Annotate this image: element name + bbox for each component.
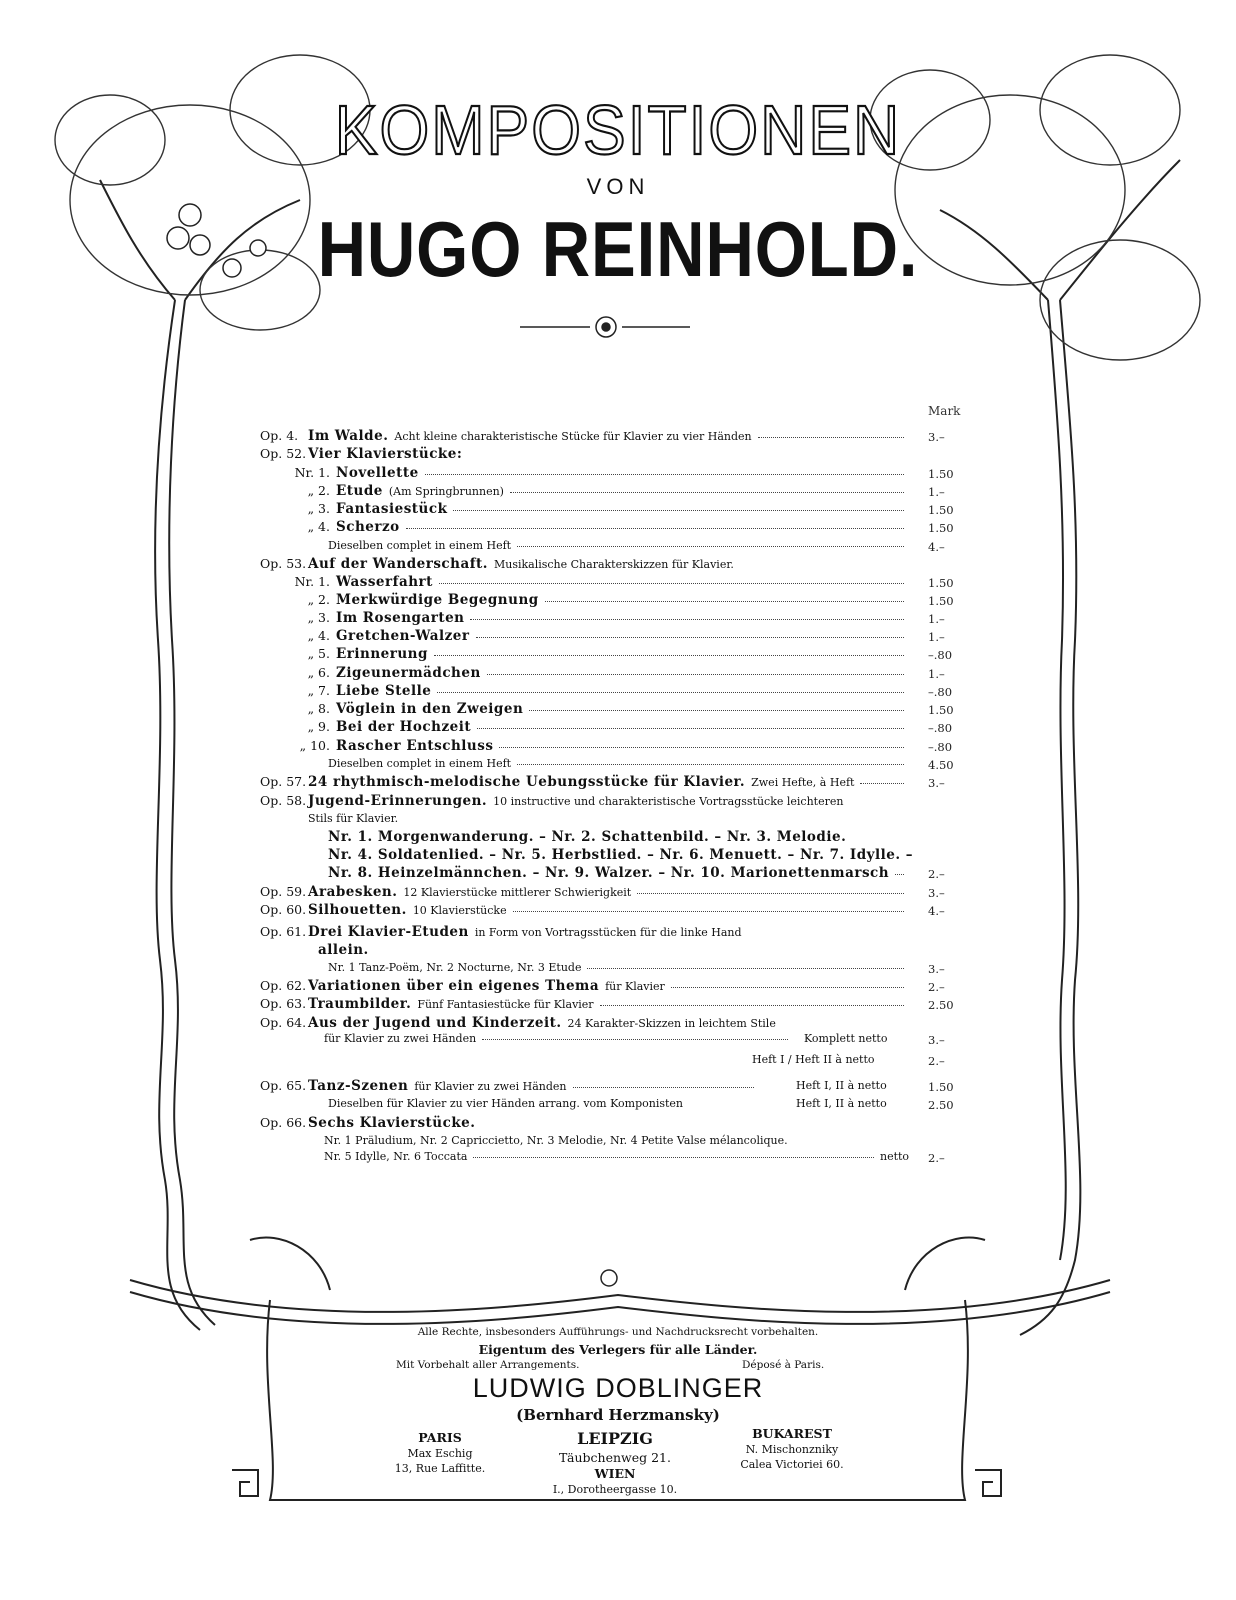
catalog-entry: Op. 66. Sechs Klavierstücke. bbox=[260, 1115, 476, 1131]
catalog-entry: Op. 59. Arabesken. 12 Klavierstücke mittlerer Schwierigkeit bbox=[260, 886, 910, 900]
property-notice: Eigentum des Verlegers für alle Länder. bbox=[478, 1342, 758, 1357]
price: 1.– bbox=[928, 485, 945, 499]
price: 1.50 bbox=[928, 703, 954, 717]
catalog-line: Nr. 1 Tanz-Poëm, Nr. 2 Nocturne, Nr. 3 Etude bbox=[328, 962, 910, 973]
page-title: KOMPOSITIONEN bbox=[334, 91, 902, 169]
price-qualifier: Heft I / Heft II à netto bbox=[752, 1053, 875, 1066]
price: 2.50 bbox=[928, 998, 954, 1012]
catalog-entry: Op. 63. Traumbilder. Fünf Fantasiestücke für Klavier bbox=[260, 998, 910, 1012]
price: –.80 bbox=[928, 648, 953, 662]
price-qualifier: netto bbox=[880, 1150, 910, 1163]
price: 1.– bbox=[928, 667, 945, 681]
price: 3.– bbox=[928, 1033, 945, 1047]
price: 3.– bbox=[928, 776, 945, 790]
catalog-subentry: „ 9. Bei der Hochzeit bbox=[282, 721, 910, 735]
price: 3.– bbox=[928, 962, 945, 976]
catalog-note: Dieselben complet in einem Heft bbox=[328, 758, 910, 769]
price-qualifier: Komplett netto bbox=[804, 1032, 888, 1045]
catalog-entry: Op. 65. Tanz-Szenen für Klavier zu zwei Händen bbox=[260, 1080, 760, 1094]
catalog-subentry: „ 4. Scherzo bbox=[282, 521, 910, 535]
catalog-subentry: „ 10. Rascher Entschluss bbox=[282, 740, 910, 754]
catalog-note: für Klavier zu zwei Händen bbox=[324, 1033, 794, 1044]
catalog-entry: Op. 61. Drei Klavier-Etuden in Form von Vortragsstücken für die linke Hand bbox=[260, 924, 742, 940]
catalog-subentry: „ 7. Liebe Stelle bbox=[282, 685, 910, 699]
price: 2.50 bbox=[928, 1098, 954, 1112]
bukarest-address: BUKAREST N. Mischonzniky Calea Victoriei 60. bbox=[740, 1426, 844, 1471]
price: 4.50 bbox=[928, 758, 954, 772]
paris-address: PARIS Max Eschig 13, Rue Laffitte. bbox=[394, 1430, 486, 1475]
price: 2.– bbox=[928, 1151, 945, 1165]
catalog-subentry: „ 3. Im Rosengarten bbox=[282, 612, 910, 626]
catalog-line: Nr. 5 Idylle, Nr. 6 Toccata bbox=[324, 1151, 880, 1162]
catalog-line: Nr. 1 Präludium, Nr. 2 Capriccietto, Nr. 3 Melodie, Nr. 4 Petite Valse mélancolique. bbox=[324, 1134, 788, 1147]
catalog-subentry: „ 2. Etude (Am Springbrunnen) bbox=[282, 485, 910, 499]
catalog-note: allein. bbox=[318, 942, 369, 958]
catalog-subentry: „ 4. Gretchen-Walzer bbox=[282, 630, 910, 644]
price: 4.– bbox=[928, 540, 945, 554]
catalog-entry: Op. 4. Im Walde. Acht kleine charakteristische Stücke für Klavier zu vier Händen bbox=[260, 430, 910, 444]
price-column-label: Mark bbox=[928, 404, 961, 418]
arrangements-notice: Mit Vorbehalt aller Arrangements. bbox=[396, 1359, 580, 1371]
catalog-entry: Op. 60. Silhouetten. 10 Klavierstücke bbox=[260, 904, 910, 918]
price: 1.50 bbox=[928, 576, 954, 590]
rights-notice: Alle Rechte, insbesonders Aufführungs- und Nachdrucksrecht vorbehalten. bbox=[417, 1326, 819, 1338]
catalog-note: Dieselben für Klavier zu vier Händen arrang. vom Komponisten bbox=[328, 1097, 684, 1110]
price: –.80 bbox=[928, 721, 953, 735]
catalog-entry: Op. 52. Vier Klavierstücke: bbox=[260, 446, 463, 462]
price: 2.– bbox=[928, 867, 945, 881]
depose-notice: Déposé à Paris. bbox=[742, 1359, 825, 1371]
catalog-subentry: „ 2. Merkwürdige Begegnung bbox=[282, 594, 910, 608]
price: 1.50 bbox=[928, 521, 954, 535]
price: 1.– bbox=[928, 612, 945, 626]
catalog-entry: Op. 53. Auf der Wanderschaft. Musikalische Charakterskizzen für Klavier. bbox=[260, 556, 734, 572]
catalog-entry: Op. 64. Aus der Jugend und Kinderzeit. 24 Karakter-Skizzen in leichtem Stile bbox=[260, 1015, 776, 1031]
price: 1.50 bbox=[928, 503, 954, 517]
publisher-name: LUDWIG DOBLINGER bbox=[472, 1373, 764, 1403]
catalog-note: Dieselben complet in einem Heft bbox=[328, 540, 910, 551]
price: 2.– bbox=[928, 1054, 945, 1068]
price: 1.50 bbox=[928, 1080, 954, 1094]
price: 1.– bbox=[928, 630, 945, 644]
catalog-entry: Op. 62. Variationen über ein eigenes Thema für Klavier bbox=[260, 980, 910, 994]
price: 3.– bbox=[928, 430, 945, 444]
price: 1.50 bbox=[928, 467, 954, 481]
price: –.80 bbox=[928, 685, 953, 699]
catalog-entry: Op. 58. Jugend-Erinnerungen. 10 instructive und charakteristische Vortragsstücke leichteren bbox=[260, 793, 844, 809]
catalog-subentry: „ 8. Vöglein in den Zweigen bbox=[282, 703, 910, 717]
price: 2.– bbox=[928, 980, 945, 994]
leipzig-address: LEIPZIG Täubchenweg 21. WIEN I., Dorotheergasse 10. bbox=[552, 1429, 678, 1497]
catalog-entry: Op. 57. 24 rhythmisch-melodische Uebungsstücke für Klavier. Zwei Hefte, à Heft bbox=[260, 776, 910, 790]
catalog-line: Nr. 4. Soldatenlied. – Nr. 5. Herbstlied. – Nr. 6. Menuett. – Nr. 7. Idylle. – bbox=[328, 847, 914, 863]
price-qualifier: Heft I, II à netto bbox=[796, 1097, 887, 1110]
publisher-subtitle: (Bernhard Herzmansky) bbox=[516, 1406, 720, 1424]
catalog-subentry: Nr. 1. Novellette bbox=[282, 467, 910, 481]
price: 3.– bbox=[928, 886, 945, 900]
catalog-line: Nr. 8. Heinzelmännchen. – Nr. 9. Walzer. – Nr. 10. Marionettenmarsch bbox=[328, 867, 910, 881]
catalog-subentry: „ 6. Zigeunermädchen bbox=[282, 667, 910, 681]
catalog-line: Nr. 1. Morgenwanderung. – Nr. 2. Schattenbild. – Nr. 3. Melodie. bbox=[328, 829, 847, 845]
composer-name: HUGO REINHOLD. bbox=[317, 205, 919, 293]
price: 4.– bbox=[928, 904, 945, 918]
catalog-subentry: Nr. 1. Wasserfahrt bbox=[282, 576, 910, 590]
von-label: VON bbox=[586, 174, 650, 199]
price-qualifier: Heft I, II à netto bbox=[796, 1079, 887, 1092]
catalog-subentry: „ 3. Fantasiestück bbox=[282, 503, 910, 517]
price: 1.50 bbox=[928, 594, 954, 608]
price: –.80 bbox=[928, 740, 953, 754]
catalog-note: Stils für Klavier. bbox=[308, 812, 399, 825]
catalog-subentry: „ 5. Erinnerung bbox=[282, 648, 910, 662]
